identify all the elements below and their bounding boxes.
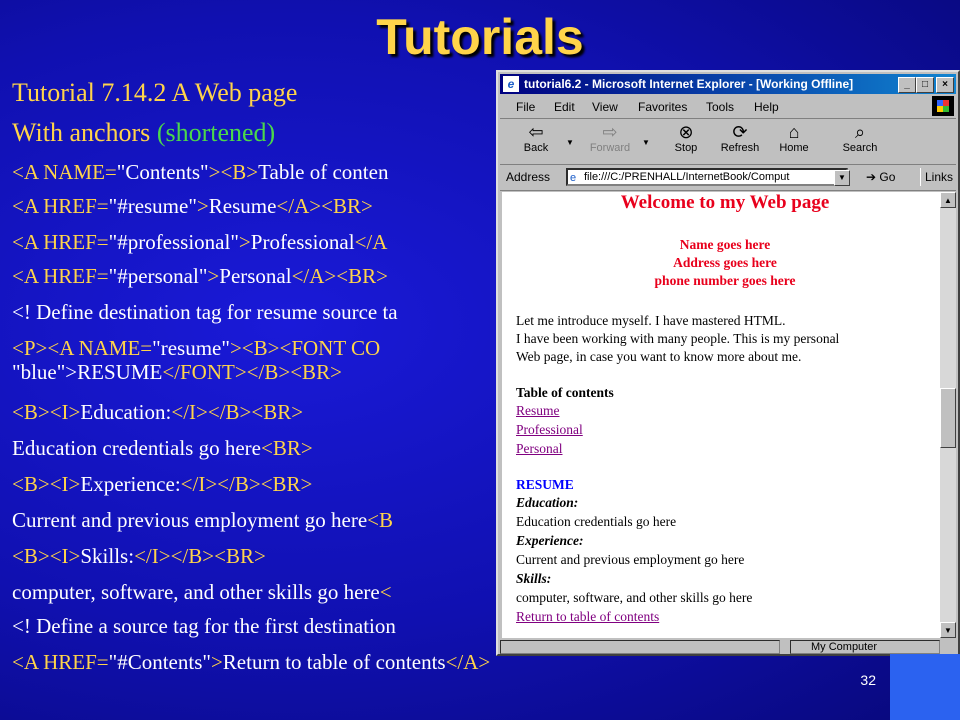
code-line [12,230,387,254]
stop-label: Stop [674,142,698,154]
refresh-button[interactable] [714,122,766,154]
code-tag: </A [354,230,388,254]
toc-link-professional[interactable]: Professional [516,422,583,437]
slide-number: 32 [860,672,876,688]
maximize-button[interactable]: □ [916,77,934,93]
address-bar [500,166,956,191]
code-text: Skills: [80,544,135,568]
back-arrow-icon: ⇦ [528,122,544,142]
code-text: "Contents" [116,160,209,184]
code-text: Professional [250,230,355,254]
code-tag: <B [367,508,394,532]
code-text: Personal [219,264,292,288]
toolbar [500,120,956,165]
menu-help[interactable]: Help [754,100,779,114]
code-tag: <B><I> [12,544,81,568]
code-tag: <A NAME= [12,160,117,184]
home-button[interactable] [768,122,820,154]
code-text: Education: [80,400,172,424]
browser-window[interactable] [496,70,960,656]
go-button[interactable]: ➔ Go [866,170,896,184]
toc-heading: Table of contents [516,385,614,400]
code-tag: <BR> [260,436,313,460]
code-line [12,336,380,360]
home-label: Home [779,142,809,154]
toc-link-resume[interactable]: Resume [516,403,560,418]
corner-decoration [890,654,960,720]
code-text: Table of conten [258,160,389,184]
code-text: computer, software, and other skills go here [12,580,380,604]
code-tag: </I></B><BR> [171,400,304,424]
code-line [12,194,373,218]
browser-title: tutorial6.2 - Microsoft Internet Explorer - [Working Offline] [524,77,854,91]
code-text: "resume" [152,336,230,360]
code-text: Return to table of contents [222,650,446,674]
code-tag: < [379,580,392,604]
forward-arrow-icon: ⇨ [602,122,618,142]
code-text: "#professional" [108,230,239,254]
code-line [12,650,490,674]
code-tag: </A><BR> [291,264,388,288]
code-text: Experience: [80,472,181,496]
menu-view[interactable]: View [592,100,618,114]
code-line [12,360,342,384]
links-label: Links [925,170,954,184]
page-phone: phone number goes here [654,273,796,288]
stop-button[interactable] [660,122,712,154]
windows-logo-icon [932,96,954,116]
status-zone [790,640,940,654]
skills-text: computer, software, and other skills go here [516,590,753,605]
search-button[interactable] [834,122,886,154]
vertical-scrollbar[interactable] [940,192,956,638]
forward-dropdown-icon[interactable]: ▼ [642,138,650,147]
search-icon: ⌕ [854,122,866,142]
address-input[interactable] [566,168,848,186]
subtitle-tutorial: Tutorial 7.14.2 A Web page [12,78,298,107]
code-line [12,472,312,496]
code-line [12,160,388,184]
close-button[interactable]: × [936,77,954,93]
code-text: "#personal" [108,264,208,288]
code-line [12,300,398,324]
subtitle-anchors [12,118,275,148]
code-tag: > [196,194,209,218]
code-tag: </I></B><BR> [180,472,313,496]
intro-line-3: Web page, in case you want to know more about me. [516,349,802,364]
code-tag: </FONT></B><BR> [162,360,342,384]
skills-label: Skills: [516,571,552,586]
links-button[interactable] [920,168,957,186]
status-bar [500,640,956,654]
browser-titlebar[interactable] [500,74,956,94]
stop-icon: ⊗ [678,122,694,142]
menu-edit[interactable]: Edit [554,100,575,114]
back-button[interactable] [510,122,562,154]
code-text: "#resume" [108,194,197,218]
code-tag: > [210,650,223,674]
address-dropdown-icon[interactable]: ▼ [834,170,850,186]
slide-title: Tutorials [376,9,584,65]
code-tag: ><B><FONT CO [229,336,381,360]
page-content[interactable] [502,192,948,638]
scroll-up-icon[interactable]: ▲ [940,192,956,208]
menu-file[interactable]: File [516,100,536,114]
code-tag: ><B> [208,160,259,184]
code-tag: > [207,264,220,288]
forward-button[interactable] [584,122,636,154]
code-text: "#Contents" [108,650,211,674]
menu-favorites[interactable]: Favorites [638,100,688,114]
code-tag: > [238,230,251,254]
experience-text: Current and previous employment go here [516,552,745,567]
page-address: Address goes here [673,255,777,270]
address-value: file:///C:/PRENHALL/InternetBook/Comput [584,171,790,183]
my-computer-label: My Computer [811,641,878,653]
code-tag: <A HREF= [12,230,109,254]
code-tag: <A HREF= [12,194,109,218]
menu-tools[interactable]: Tools [706,100,735,114]
code-tag: </I></B><BR> [134,544,266,568]
code-text: Current and previous employment go here [12,508,368,532]
forward-label: Forward [589,142,631,154]
go-label: Go [879,170,896,184]
code-text: <! Define a source tag for the first destination [12,614,396,638]
code-text: Education credentials go here [12,436,261,460]
page-icon: e [570,172,577,184]
minimize-button[interactable]: _ [898,77,916,93]
menu-bar [500,96,956,119]
code-line [12,400,303,424]
code-tag: <B><I> [12,472,81,496]
back-dropdown-icon[interactable]: ▼ [566,138,574,147]
ie-logo-icon: e [503,76,519,92]
code-text: Resume [208,194,277,218]
page-name: Name goes here [679,237,771,252]
scroll-thumb[interactable] [940,388,956,448]
return-link[interactable]: Return to table of contents [516,609,660,624]
address-label: Address [506,170,551,184]
code-tag: <A HREF= [12,650,109,674]
intro-line-2: I have been working with many people. This is my personal [516,331,840,346]
refresh-label: Refresh [720,142,760,154]
code-line [12,614,396,638]
code-line [12,580,392,604]
education-text: Education credentials go here [516,514,677,529]
toc-link-personal[interactable]: Personal [516,441,563,456]
page-welcome: Welcome to my Web page [620,192,830,213]
education-label: Education: [516,495,579,510]
refresh-icon: ⟳ [732,122,748,142]
code-tag: </A> [445,650,491,674]
subtitle-shortened: (shortened) [150,118,276,147]
scroll-down-icon[interactable]: ▼ [940,622,956,638]
experience-label: Experience: [516,533,584,548]
intro-line-1: Let me introduce myself. I have mastered HTML. [516,313,786,328]
code-line [12,436,313,460]
back-label: Back [523,142,549,154]
code-line [12,264,388,288]
status-main [500,640,780,654]
code-tag: </A><BR> [276,194,373,218]
code-tag: <A HREF= [12,264,109,288]
code-text: "blue">RESUME [12,360,163,384]
resume-heading: RESUME [516,477,574,492]
home-icon: ⌂ [788,122,800,142]
search-label: Search [842,142,878,154]
code-text: <! Define destination tag for resume source ta [12,300,398,324]
code-tag: <P><A NAME= [12,336,153,360]
code-tag: <B><I> [12,400,81,424]
subtitle-anchors-text: With anchors [12,118,151,147]
code-line [12,544,266,568]
code-line [12,508,393,532]
